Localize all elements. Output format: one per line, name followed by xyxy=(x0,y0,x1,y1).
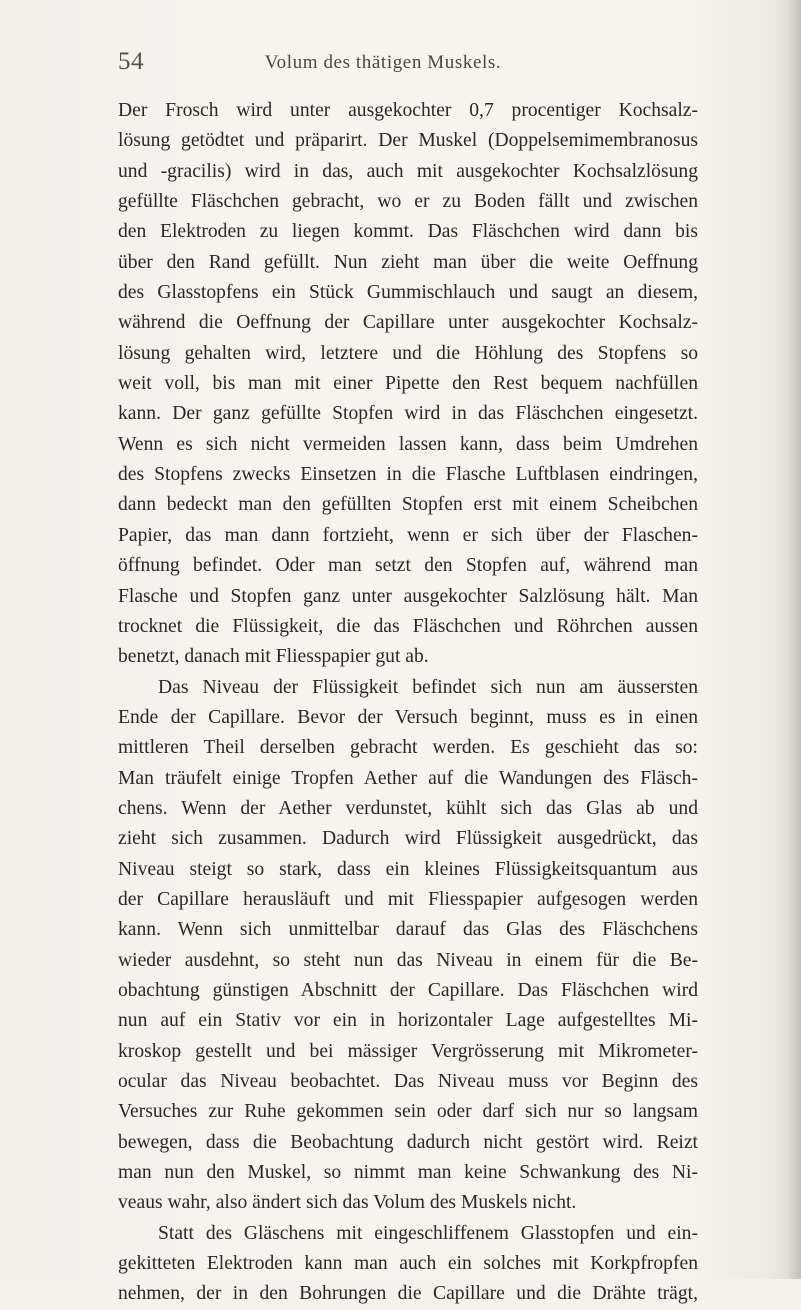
text-line: Papier, das man dann fortzieht, wenn er sich über der Flaschen- xyxy=(118,524,698,546)
paragraph-3 xyxy=(118,1219,698,1310)
text-line: nehmen, der in den Bohrungen die Capillare und die Drähte trägt, xyxy=(118,1283,698,1305)
text-line: gefüllte Fläschchen gebracht, wo er zu Boden fällt und zwischen xyxy=(118,191,698,213)
text-line: Man träufelt einige Tropfen Aether auf die Wandungen des Fläsch- xyxy=(118,767,698,789)
text-line: zieht sich zusammen. Dadurch wird Flüssigkeit ausgedrückt, das xyxy=(118,828,698,850)
text-line: chens. Wenn der Aether verdunstet, kühlt sich das Glas ab und xyxy=(118,797,698,819)
running-header xyxy=(118,48,698,80)
text-line: kann. Der ganz gefüllte Stopfen wird in das Fläschchen eingesetzt. xyxy=(118,403,698,425)
text-line: wieder ausdehnt, so steht nun das Niveau in einem für die Be- xyxy=(118,949,698,971)
text-line: Statt des Gläschens mit eingeschliffenem Glasstopfen und ein- xyxy=(158,1222,698,1244)
text-line: über den Rand gefüllt. Nun zieht man über die weite Oeffnung xyxy=(118,251,698,273)
text-line: Versuches zur Ruhe gekommen sein oder darf sich nur so langsam xyxy=(118,1101,698,1123)
text-line: benetzt, danach mit Fliesspapier gut ab. xyxy=(118,646,429,668)
text-line: den Elektroden zu liegen kommt. Das Fläschchen wird dann bis xyxy=(118,221,698,243)
text-line: lösung gehalten wird, letztere und die Höhlung des Stopfens so xyxy=(118,342,698,364)
text-line: des Glasstopfens ein Stück Gummischlauch und saugt an diesem, xyxy=(118,282,698,304)
text-line: trocknet die Flüssigkeit, die das Fläschchen und Röhrchen aussen xyxy=(118,615,698,637)
text-line: Das Niveau der Flüssigkeit befindet sich nun am äussersten xyxy=(158,676,698,698)
text-line: Der Frosch wird unter ausgekochter 0,7 procentiger Kochsalz- xyxy=(118,100,698,121)
text-line: während die Oeffnung der Capillare unter ausgekochter Kochsalz- xyxy=(118,312,698,334)
running-title: Volum des thätigen Muskels. xyxy=(264,52,502,73)
text-line: nun auf ein Stativ vor ein in horizontaler Lage aufgestelltes Mi- xyxy=(118,1010,698,1032)
text-line: Niveau steigt so stark, dass ein kleines Flüssigkeitsquantum aus xyxy=(118,858,698,880)
text-line: bewegen, dass die Beobachtung dadurch nicht gestört wird. Reizt xyxy=(118,1131,698,1153)
text-line: kroskop gestellt und bei mässiger Vergrösserung mit Mikrometer- xyxy=(118,1040,698,1062)
text-body xyxy=(118,96,698,1310)
text-line: dann bedeckt man den gefüllten Stopfen erst mit einem Scheibchen xyxy=(118,494,698,516)
text-line: obachtung günstigen Abschnitt der Capillare. Das Fläschchen wird xyxy=(118,979,698,1001)
text-line: öffnung befindet. Oder man setzt den Stopfen auf, während man xyxy=(118,555,698,577)
text-line: gekitteten Elektroden kann man auch ein solches mit Korkpfropfen xyxy=(118,1253,698,1275)
text-line: kann. Wenn sich unmittelbar darauf das Glas des Fläschchens xyxy=(118,919,698,941)
text-line: Ende der Capillare. Bevor der Versuch beginnt, muss es in einen xyxy=(118,706,698,728)
text-line: Flasche und Stopfen ganz unter ausgekochter Salzlösung hält. Man xyxy=(118,585,698,607)
text-line: weit voll, bis man mit einer Pipette den Rest bequem nachfüllen xyxy=(118,373,698,395)
text-line: der Capillare herausläuft und mit Fliesspapier aufgesogen werden xyxy=(118,888,698,910)
paragraph-1 xyxy=(118,96,698,673)
paragraph-2 xyxy=(118,673,698,1219)
text-line: Wenn es sich nicht vermeiden lassen kann, dass beim Umdrehen xyxy=(118,433,698,455)
page-edge-shadow xyxy=(787,0,801,1279)
text-line: mittleren Theil derselben gebracht werden. Es geschieht das so: xyxy=(118,737,698,759)
text-line: lösung getödtet und präparirt. Der Muskel (Doppelsemimembranosus xyxy=(118,130,698,152)
text-line: ocular das Niveau beobachtet. Das Niveau muss vor Beginn des xyxy=(118,1071,698,1092)
text-line: des Stopfens zwecks Einsetzen in die Flasche Luftblasen eindringen, xyxy=(118,464,698,486)
page-number: 54 xyxy=(118,48,144,75)
text-line: und -gracilis) wird in das, auch mit ausgekochter Kochsalzlösung xyxy=(118,160,698,182)
text-line: man nun den Muskel, so nimmt man keine Schwankung des Ni- xyxy=(118,1162,698,1184)
text-line: veaus wahr, also ändert sich das Volum des Muskels nicht. xyxy=(118,1192,577,1214)
